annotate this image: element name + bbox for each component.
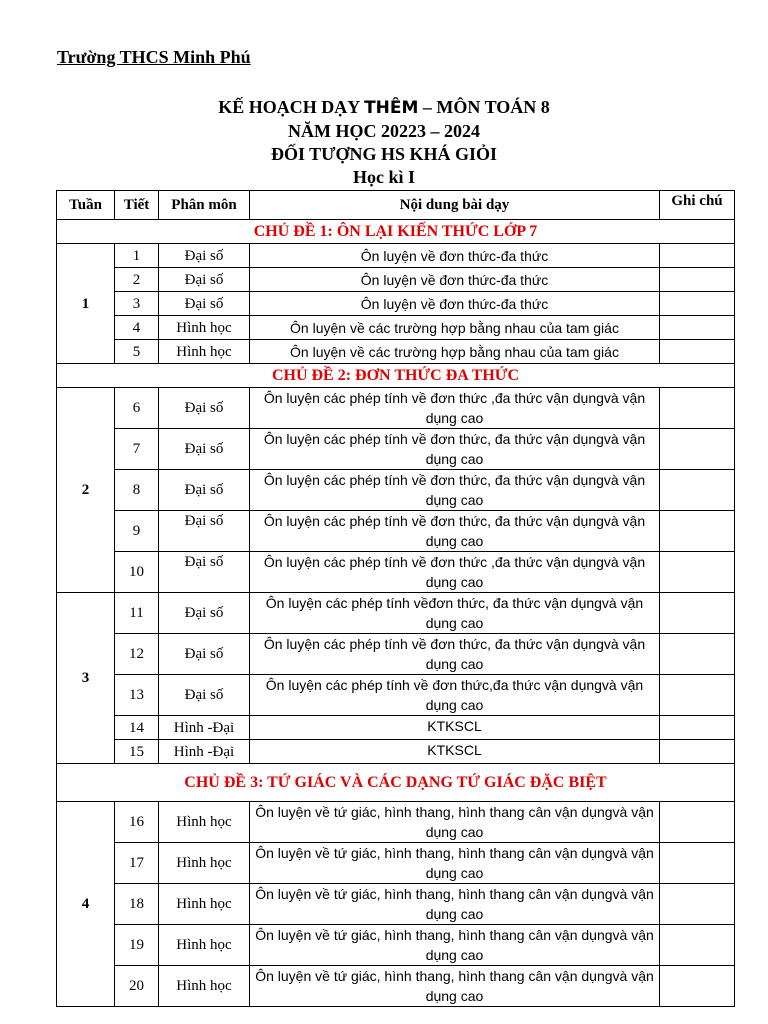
content-cell: Ôn luyện về tứ giác, hình thang, hình thang cân vận dụngvà vận dụng cao — [250, 925, 660, 966]
note-cell — [660, 634, 735, 675]
header-week: Tuần — [57, 191, 115, 220]
content-cell: Ôn luyện về đơn thức-đa thức — [250, 244, 660, 268]
period-cell: 12 — [115, 634, 159, 675]
period-cell: 16 — [115, 802, 159, 843]
table-row — [57, 966, 735, 1007]
content-cell: Ôn luyện các phép tính về đơn thức, đa thức vận dụngvà vận dụng cao — [250, 634, 660, 675]
note-cell — [660, 552, 735, 593]
period-cell: 2 — [115, 268, 159, 292]
week-cell: 4 — [57, 802, 115, 1007]
table-row — [57, 268, 735, 292]
note-cell — [660, 925, 735, 966]
table-row — [57, 802, 735, 843]
subject-cell: Đại số — [159, 244, 250, 268]
table-row — [57, 716, 735, 740]
subject-cell: Hình học — [159, 925, 250, 966]
plan-title — [0, 96, 768, 120]
topic-row — [57, 764, 735, 802]
period-cell: 19 — [115, 925, 159, 966]
content-cell: Ôn luyện các phép tính về đơn thức ,đa thức vận dụngvà vận dụng cao — [250, 388, 660, 429]
subject-cell: Đại số — [159, 470, 250, 511]
subject-cell: Hình học — [159, 802, 250, 843]
note-cell — [660, 244, 735, 268]
content-cell: Ôn luyện về đơn thức-đa thức — [250, 268, 660, 292]
content-cell: KTKSCL — [250, 740, 660, 764]
period-cell: 17 — [115, 843, 159, 884]
subject-cell: Đại số — [159, 268, 250, 292]
table-row — [57, 884, 735, 925]
content-cell: Ôn luyện về tứ giác, hình thang, hình thang cân vận dụngvà vận dụng cao — [250, 843, 660, 884]
note-cell — [660, 966, 735, 1007]
note-cell — [660, 740, 735, 764]
header-subject: Phân môn — [159, 191, 250, 220]
subject-cell: Hình -Đại — [159, 740, 250, 764]
note-cell — [660, 593, 735, 634]
content-cell: Ôn luyện các phép tính về đơn thức, đa thức vận dụngvà vận dụng cao — [250, 429, 660, 470]
period-cell: 18 — [115, 884, 159, 925]
week-cell: 3 — [57, 593, 115, 764]
subject-cell: Đại số — [159, 429, 250, 470]
subject-cell: Hình học — [159, 843, 250, 884]
note-cell — [660, 843, 735, 884]
period-cell: 4 — [115, 316, 159, 340]
table-row — [57, 388, 735, 429]
period-cell: 14 — [115, 716, 159, 740]
note-cell — [660, 716, 735, 740]
subject-cell: Đại số — [159, 388, 250, 429]
content-cell: Ôn luyện các phép tính vềđơn thức, đa thức vận dụngvà vận dụng cao — [250, 593, 660, 634]
content-cell: Ôn luyện về tứ giác, hình thang, hình thang cân vận dụngvà vận dụng cao — [250, 884, 660, 925]
period-cell: 7 — [115, 429, 159, 470]
topic-1: CHỦ ĐỀ 1: ÔN LẠI KIẾN THỨC LỚP 7 — [57, 220, 735, 244]
subject-cell: Đại số — [159, 675, 250, 716]
subject-cell: Hình học — [159, 316, 250, 340]
subject-cell: Hình học — [159, 340, 250, 364]
topic-2: CHỦ ĐỀ 2: ĐƠN THỨC ĐA THỨC — [57, 364, 735, 388]
table-row — [57, 675, 735, 716]
note-cell — [660, 802, 735, 843]
week-cell: 1 — [57, 244, 115, 364]
table-row — [57, 552, 735, 593]
header-content: Nội dung bài dạy — [250, 191, 660, 220]
content-cell: Ôn luyện các phép tính về đơn thức,đa thức vận dụngvà vận dụng cao — [250, 675, 660, 716]
period-cell: 6 — [115, 388, 159, 429]
content-cell: Ôn luyện các phép tính về đơn thức, đa thức vận dụngvà vận dụng cao — [250, 511, 660, 552]
table-row — [57, 634, 735, 675]
content-cell: Ôn luyện các phép tính về đơn thức, đa thức vận dụngvà vận dụng cao — [250, 470, 660, 511]
note-cell — [660, 511, 735, 552]
table-row — [57, 470, 735, 511]
content-cell: Ôn luyện về các trường hợp bằng nhau của tam giác — [250, 316, 660, 340]
title-post: – MÔN TOÁN 8 — [418, 97, 550, 117]
table-row — [57, 429, 735, 470]
table-row — [57, 316, 735, 340]
note-cell — [660, 388, 735, 429]
note-cell — [660, 316, 735, 340]
period-cell: 5 — [115, 340, 159, 364]
period-cell: 13 — [115, 675, 159, 716]
school-year: NĂM HỌC 20223 – 2024 — [288, 121, 480, 141]
period-cell: 3 — [115, 292, 159, 316]
header-note: Ghi chú — [660, 191, 735, 220]
note-cell — [660, 470, 735, 511]
content-cell: Ôn luyện về đơn thức-đa thức — [250, 292, 660, 316]
period-cell: 8 — [115, 470, 159, 511]
title-mid: THÊM — [364, 98, 419, 118]
target-students: ĐỐI TƯỢNG HS KHÁ GIỎI — [270, 144, 498, 164]
table-row — [57, 843, 735, 884]
note-cell — [660, 429, 735, 470]
note-cell — [660, 340, 735, 364]
table-row — [57, 925, 735, 966]
table-row — [57, 244, 735, 268]
period-cell: 15 — [115, 740, 159, 764]
subject-cell: Đại số — [159, 292, 250, 316]
content-cell: Ôn luyện về các trường hợp bằng nhau của tam giác — [250, 340, 660, 364]
subject-cell: Đại số — [159, 511, 250, 552]
header-period: Tiết — [115, 191, 159, 220]
content-cell: Ôn luyện về tứ giác, hình thang, hình thang cân vận dụngvà vận dụng cao — [250, 966, 660, 1007]
lesson-plan-table — [56, 190, 735, 1007]
subject-cell: Đại số — [159, 634, 250, 675]
school-name: Trường THCS Minh Phú — [57, 47, 251, 67]
subject-cell: Đại số — [159, 593, 250, 634]
topic-3: CHỦ ĐỀ 3: TỨ GIÁC VÀ CÁC DẠNG TỨ GIÁC ĐẶC BIỆT — [57, 764, 735, 802]
table-row — [57, 593, 735, 634]
subject-cell: Hình học — [159, 884, 250, 925]
table-row — [57, 511, 735, 552]
title-block — [0, 96, 768, 189]
note-cell — [660, 675, 735, 716]
note-cell — [660, 292, 735, 316]
period-cell: 10 — [115, 552, 159, 593]
title-pre: KẾ HOẠCH DẠY — [218, 97, 365, 117]
subject-cell: Hình học — [159, 966, 250, 1007]
table-header-row — [57, 191, 735, 220]
table-row — [57, 340, 735, 364]
table-row — [57, 292, 735, 316]
table-row — [57, 740, 735, 764]
period-cell: 1 — [115, 244, 159, 268]
content-cell: Ôn luyện các phép tính về đơn thức ,đa thức vận dụngvà vận dụng cao — [250, 552, 660, 593]
subject-cell: Hình -Đại — [159, 716, 250, 740]
note-cell — [660, 884, 735, 925]
topic-row — [57, 364, 735, 388]
note-cell — [660, 268, 735, 292]
subject-cell: Đại số — [159, 552, 250, 593]
topic-row — [57, 220, 735, 244]
semester: Học kì I — [352, 167, 415, 187]
content-cell: Ôn luyện về tứ giác, hình thang, hình thang cân vận dụngvà vận dụng cao — [250, 802, 660, 843]
period-cell: 20 — [115, 966, 159, 1007]
content-cell: KTKSCL — [250, 716, 660, 740]
week-cell: 2 — [57, 388, 115, 593]
period-cell: 11 — [115, 593, 159, 634]
period-cell: 9 — [115, 511, 159, 552]
